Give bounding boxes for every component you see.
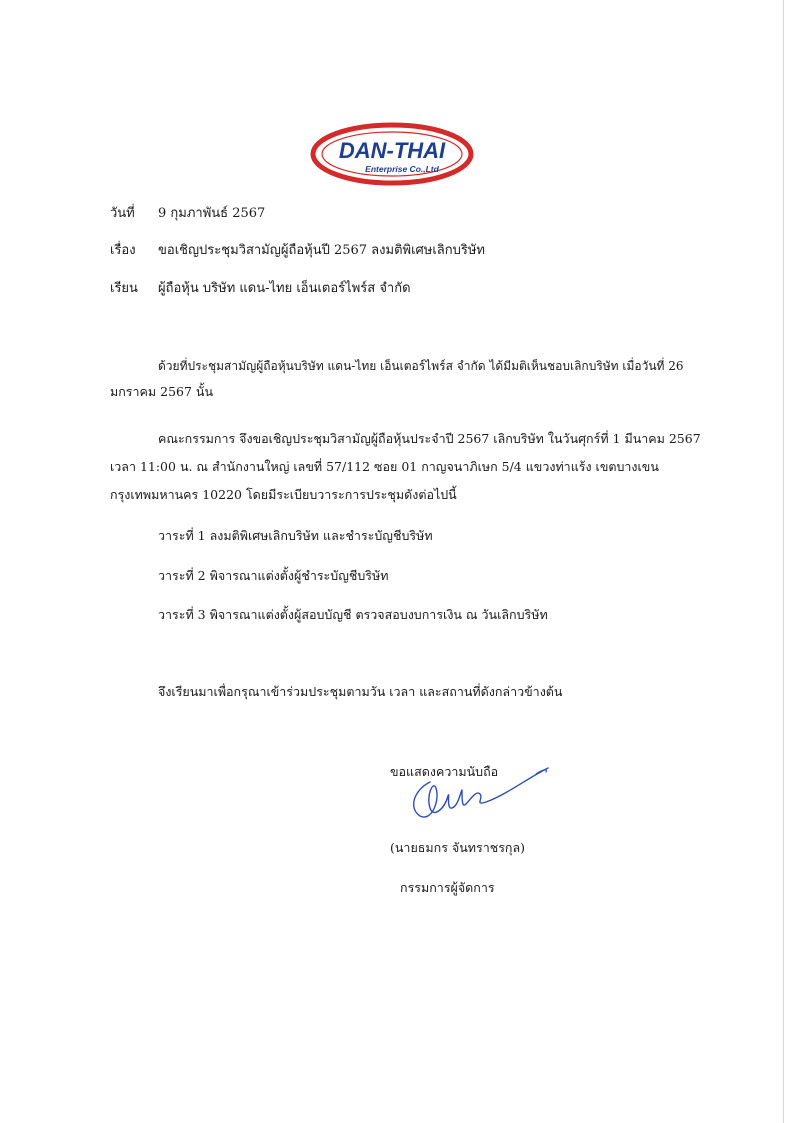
signer-name: (นายธมกร จันทราชรกุล) [390, 840, 526, 855]
date-value: 9 กุมภาพันธ์ 2567 [158, 206, 266, 221]
logo-brand-text: DAN-THAI [338, 138, 446, 163]
recipient-value: ผู้ถือหุ้น บริษัท แดน-ไทย เอ็นเตอร์ไพร์ส จำกัด [158, 281, 411, 296]
logo-sub-text: Enterprise Co.,Ltd [365, 164, 439, 174]
agenda-item-1: วาระที่ 1 ลงมติพิเศษเลิกบริษัท และชำระบัญชีบริษัท [158, 528, 433, 543]
agenda-item-3: วาระที่ 3 พิจารณาแต่งตั้งผู้สอบบัญชี ตรวจสอบงบการเงิน ณ วันเลิกบริษัท [158, 607, 548, 622]
paragraph-1-line-1: ด้วยที่ประชุมสามัญผู้ถือหุ้นบริษัท แดน-ไทย เอ็นเตอร์ไพร์ส จำกัด ได้มีมติเห็นชอบเลิกบริษัท เมื่อวันที่ 26 [158, 359, 684, 373]
handwritten-signature [400, 760, 560, 830]
company-logo [310, 122, 474, 186]
closing-line: จึงเรียนมาเพื่อกรุณาเข้าร่วมประชุมตามวัน เวลา และสถานที่ดังกล่าวข้างต้น [158, 684, 563, 699]
subject-label: เรื่อง [110, 243, 136, 258]
dan-thai-logo-icon [310, 122, 474, 186]
paragraph-2-line-2: เวลา 11:00 น. ณ สำนักงานใหญ่ เลขที่ 57/112 ซอย 01 กาญจนาภิเษก 5/4 แขวงท่าแร้ง เขตบางเขน [110, 459, 659, 474]
subject-value: ขอเชิญประชุมวิสามัญผู้ถือหุ้นปี 2567 ลงมติพิเศษเลิกบริษัท [158, 243, 485, 258]
paragraph-2-line-1: คณะกรรมการ จึงขอเชิญประชุมวิสามัญผู้ถือหุ้นประจำปี 2567 เลิกบริษัท ในวันศุกร์ที่ 1 มีนาคม 2567 [158, 431, 701, 446]
agenda-item-2: วาระที่ 2 พิจารณาแต่งตั้งผู้ชำระบัญชีบริษัท [158, 568, 389, 583]
date-label: วันที่ [110, 206, 135, 221]
recipient-label: เรียน [110, 281, 138, 296]
signer-position: กรรมการผู้จัดการ [400, 880, 495, 895]
paragraph-1-line-2: มกราคม 2567 นั้น [110, 384, 213, 399]
signature-icon [400, 760, 560, 830]
regards-text: ขอแสดงความนับถือ [390, 764, 499, 779]
scan-edge-line [783, 0, 784, 1123]
paragraph-2-line-3: กรุงเทพมหานคร 10220 โดยมีระเบียบวาระการประชุมดังต่อไปนี้ [110, 487, 457, 502]
